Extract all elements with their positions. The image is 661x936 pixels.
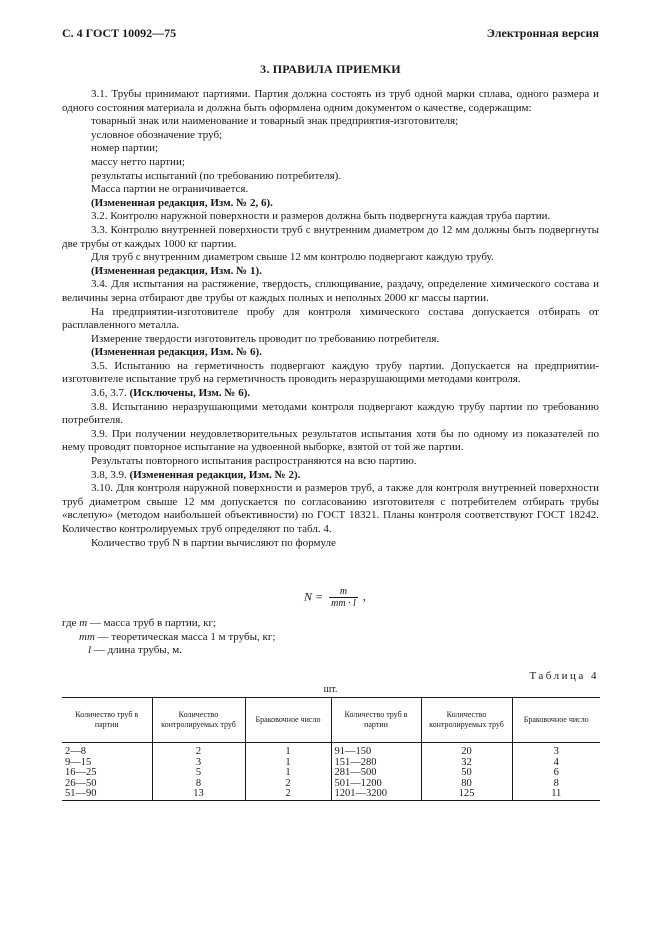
definition-symbol: m <box>79 617 88 629</box>
table-cell: 11 <box>512 789 600 800</box>
table-cell: 3 <box>512 747 600 758</box>
table-cell: 3 <box>152 758 245 769</box>
formula-fraction <box>329 586 358 609</box>
paragraph: Результаты повторного испытания распространяются на всю партию. <box>91 455 417 468</box>
paragraph: 3.1. Трубы принимают партиями. Партия должна состоять из труб одной марки сплава, одного размера и одного состояния материала и должна быть оформлена одним документом о качестве, содержащим: <box>62 88 599 114</box>
table-cell: 50 <box>421 768 512 779</box>
paragraph: товарный знак или наименование и товарный знак предприятия-изготовителя; <box>91 115 459 128</box>
paragraph: результаты испытаний (по требованию потребителя). <box>91 169 342 182</box>
paragraph: На предприятии-изготовителе пробу для контроля химического состава допускается отбирать от расплавленного металла. <box>62 305 599 332</box>
definition-row <box>62 617 275 631</box>
table-cell: 4 <box>512 758 600 769</box>
paragraph: массу нетто партии; <box>91 155 185 168</box>
formula <box>304 586 366 609</box>
table-header-cell: Браковочное число <box>245 698 331 743</box>
formula-denominator: mт · l <box>331 598 356 609</box>
paragraph: 3.2. Контролю наружной поверхности и размеров должна быть подвергнута каждая труба партии. <box>91 210 551 223</box>
paragraph: номер партии; <box>91 142 159 155</box>
paragraph: 3.10. Для контроля наружной поверхности и размеров труб, а также для контроля внутренней поверхности труб диаметром свыше 12 мм допускается по согласованию изготовителя с потребителем отбирать трубы «вслепую» (методом наибольшей объективности) по ГОСТ 18321. Планы контроля соответствуют ГОСТ 18242. Количество контролируемых труб определяют по табл. 4. <box>62 482 599 535</box>
table-cell: 2—8 <box>65 746 86 757</box>
table-cell: 13 <box>152 789 245 800</box>
paragraph: (Измененная редакция, Изм. № 2, 6). <box>91 196 273 209</box>
paragraph <box>62 387 599 401</box>
table-header-cell: Количество контролируемых труб <box>421 698 512 743</box>
table-cell: 5 <box>152 768 245 779</box>
table-cell: 91—150 <box>331 747 421 758</box>
table-cell: 501—1200 <box>331 779 421 790</box>
paragraph: 3.4. Для испытания на растяжение, твердость, сплющивание, раздачу, определение химического состава и величины зерна отбирают две трубы от каждых полных и неполных 2000 кг массы партии. <box>62 278 599 304</box>
table-header-row <box>62 698 600 743</box>
table-row <box>62 758 600 769</box>
table-cell: 6 <box>512 768 600 779</box>
table-cell: 2 <box>245 779 331 790</box>
table-cell: 125 <box>421 789 512 800</box>
formula-numerator: m <box>329 586 358 598</box>
definition-text: — длина трубы, м. <box>91 644 182 657</box>
paragraph: 3.3. Контролю внутренней поверхности труб с внутренним диаметром до 12 мм должны быть подвергнуты две трубы от каждых 1000 кг партии. <box>62 223 599 250</box>
paragraph-number: 3.6, 3.7. <box>91 387 130 400</box>
table-header-cell: Браковочное число <box>512 698 600 743</box>
table-header-cell: Количество труб в партии <box>62 698 152 743</box>
table-cell: 281—500 <box>331 768 421 779</box>
table-cell: 1 <box>245 768 331 779</box>
page-header-right: Электронная версия <box>486 26 599 40</box>
paragraph: (Измененная редакция, Изм. № 6). <box>91 346 262 359</box>
table-caption: Таблица 4 <box>529 670 599 682</box>
table-cell: 51—90 <box>62 789 152 800</box>
definition-text: — масса труб в партии, кг; <box>87 617 217 629</box>
definition-text: — теоретическая масса 1 м трубы, кг; <box>94 630 276 643</box>
table-cell: 151—280 <box>331 758 421 769</box>
paragraph: 3.5. Испытанию на герметичность подвергают каждую трубу партии. Допускается на предприятии-изготовителе испытание труб на герметичность проводить неразрушающими методами контроля. <box>62 359 599 386</box>
paragraph: Для труб с внутренним диаметром свыше 12 мм контролю подвергают каждую трубу. <box>91 251 494 264</box>
table-cell: 26—50 <box>65 777 97 789</box>
table-cell: 1 <box>245 758 331 769</box>
definition-row <box>62 644 275 658</box>
table-row <box>62 768 600 779</box>
table-header-cell: Количество контролируемых труб <box>152 698 245 743</box>
table-cell: 16—25 <box>65 767 97 779</box>
table-cell: 2 <box>152 747 245 758</box>
table-cell: 9—15 <box>65 756 92 768</box>
paragraph: Измерение твердости изготовитель проводит по требованию потребителя. <box>91 332 440 345</box>
table-cell: 1 <box>245 747 331 758</box>
table-cell: 80 <box>421 779 512 790</box>
formula-lhs: N = <box>304 589 324 604</box>
definition-row <box>62 631 275 645</box>
paragraph-number: 3.8, 3.9. <box>91 468 130 481</box>
definition-symbol: mт <box>79 630 95 643</box>
table-header-cell: Количество труб в партии <box>331 698 421 743</box>
paragraph <box>62 469 599 483</box>
amendment-note: (Исключены, Изм. № 6). <box>129 387 251 400</box>
amendment-note: (Измененная редакция, Изм. № 2). <box>129 468 301 481</box>
section-title: 3. ПРАВИЛА ПРИЕМКИ <box>260 62 401 76</box>
paragraph: условное обозначение труб; <box>91 128 223 141</box>
body-text <box>62 88 599 550</box>
table-row <box>62 779 600 790</box>
table-cell: 20 <box>421 747 512 758</box>
table-cell: 2 <box>245 789 331 800</box>
table-cell: 1201—3200 <box>331 789 421 800</box>
table-cell: 32 <box>421 758 512 769</box>
paragraph: 3.8. Испытанию неразрушающими методами контроля подвергают каждую трубу партии по требованию потребителя. <box>62 400 599 427</box>
table-cell: 8 <box>512 779 600 790</box>
paragraph: Масса партии не ограничивается. <box>91 183 249 196</box>
paragraph: 3.9. При получении неудовлетворительных результатов испытания хотя бы по одному из показателей по нему проводят повторное испытание на удвоенной выборке, взятой от той же партии. <box>62 427 599 454</box>
formula-definitions <box>62 617 275 658</box>
paragraph: Количество труб N в партии вычисляют по формуле <box>91 536 336 549</box>
table-row <box>62 747 600 758</box>
definition-symbol: l <box>88 644 92 657</box>
table-unit: шт. <box>323 684 338 695</box>
formula-tail: , <box>362 589 366 604</box>
table-cell: 8 <box>152 779 245 790</box>
definition-prefix: где <box>62 617 80 629</box>
acceptance-table <box>62 697 600 801</box>
table-row <box>62 789 600 800</box>
page-header-left: С. 4 ГОСТ 10092—75 <box>62 26 177 40</box>
paragraph: (Измененная редакция, Изм. № 1). <box>91 264 262 277</box>
